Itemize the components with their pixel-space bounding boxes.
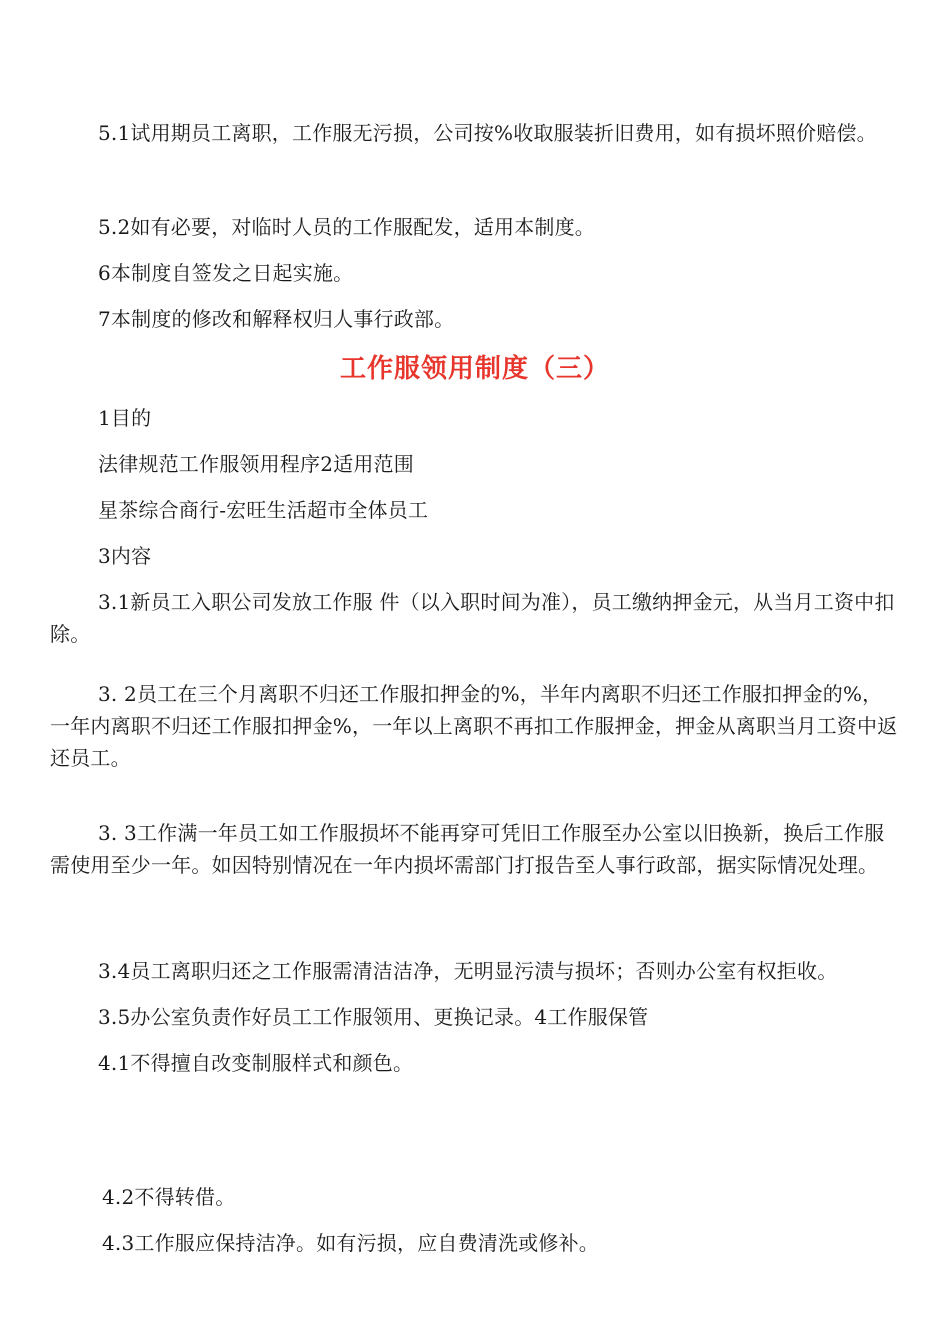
paragraph-4-1: 4.1不得擅自改变制服样式和颜色。 [98, 1051, 414, 1075]
paragraph-7: 7本制度的修改和解释权归人事行政部。 [98, 307, 455, 331]
paragraph-3-4: 3.4员工离职归还之工作服需清洁洁净，无明显污渍与损坏；否则办公室有权拒收。 [98, 959, 838, 983]
paragraph-5-2: 5.2如有必要，对临时人员的工作服配发，适用本制度。 [98, 215, 596, 239]
paragraph-6: 6本制度自签发之日起实施。 [98, 261, 354, 285]
paragraph-purpose: 法律规范工作服领用程序2适用范围 [98, 452, 414, 476]
paragraph-scope: 星茶综合商行-宏旺生活超市全体员工 [98, 498, 429, 522]
paragraph-3-3: 3. 3工作满一年员工如工作服损坏不能再穿可凭旧工作服至办公室以旧换新，换后工作服需使用至少一年。如因特别情况在一年内损坏需部门打报告至人事行政部，据实际情况处理。 [50, 821, 885, 877]
paragraph-3-2: 3. 2员工在三个月离职不归还工作服扣押金的%，半年内离职不归还工作服扣押金的%，一年内离职不归还工作服扣押金%，一年以上离职不再扣工作服押金，押金从离职当月工资中返还员工。 [50, 682, 898, 770]
paragraph-purpose-heading: 1目的 [98, 406, 152, 430]
paragraph-content-heading: 3内容 [98, 544, 152, 568]
paragraph-3-5: 3.5办公室负责作好员工工作服领用、更换记录。4工作服保管 [98, 1005, 649, 1029]
section-title: 工作服领用制度（三） [339, 354, 610, 384]
paragraph-5-1: 5.1试用期员工离职，工作服无污损，公司按%收取服装折旧费用，如有损坏照价赔偿。 [98, 121, 877, 145]
paragraph-3-1: 3.1新员工入职公司发放工作服 件（以入职时间为准），员工缴纳押金元，从当月工资中扣除。 [50, 590, 895, 646]
paragraph-4-2: 4.2不得转借。 [102, 1185, 236, 1209]
paragraph-4-3: 4.3工作服应保持洁净。如有污损，应自费清洗或修补。 [102, 1231, 600, 1255]
